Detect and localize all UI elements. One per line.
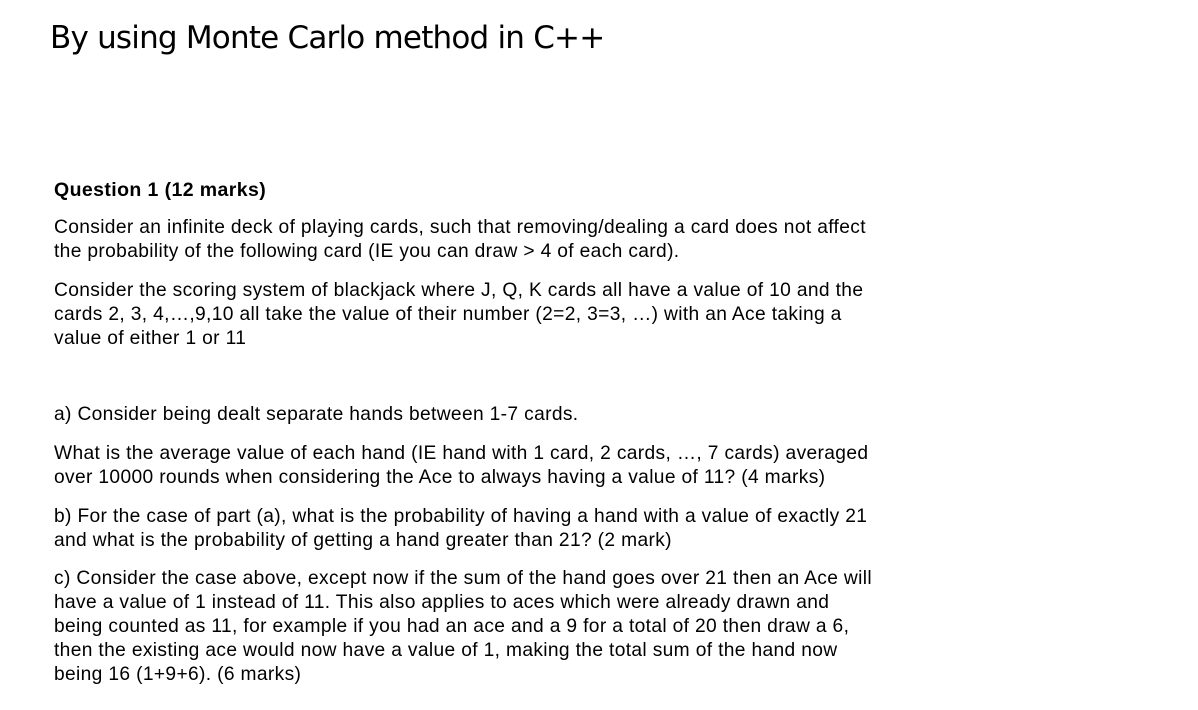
part-c-paragraph	[54, 567, 1179, 687]
part-a-paragraph	[54, 442, 1179, 490]
text-line: cards 2, 3, 4,…,9,10 all take the value of their number (2=2, 3=3, …) with an Ace taking a	[54, 304, 842, 325]
text-line: b) For the case of part (a), what is the probability of having a hand with a value of exactly 21	[54, 506, 868, 527]
text-line: Consider the scoring system of blackjack where J, Q, K cards all have a value of 10 and the	[54, 280, 864, 301]
scoring-paragraph	[54, 279, 1179, 351]
text-line: being 16 (1+9+6). (6 marks)	[54, 664, 302, 685]
question-title: Question 1 (12 marks)	[54, 179, 267, 201]
intro-paragraph	[54, 216, 1179, 264]
text-line: a) Consider being dealt separate hands between 1-7 cards.	[54, 404, 579, 425]
text-line: Consider an infinite deck of playing cards, such that removing/dealing a card does not affect	[54, 217, 866, 238]
text-line: and what is the probability of getting a hand greater than 21? (2 mark)	[54, 530, 672, 551]
text-line: What is the average value of each hand (IE hand with 1 card, 2 cards, …, 7 cards) averaged	[54, 443, 869, 464]
text-line: over 10000 rounds when considering the Ace to always having a value of 11? (4 marks)	[54, 467, 826, 488]
part-a-intro	[54, 403, 1179, 427]
text-line: value of either 1 or 11	[54, 328, 247, 349]
text-line: have a value of 1 instead of 11. This also applies to aces which were already drawn and	[54, 592, 830, 613]
text-line: then the existing ace would now have a value of 1, making the total sum of the hand now	[54, 640, 838, 661]
text-line: the probability of the following card (IE you can draw > 4 of each card).	[54, 241, 680, 262]
text-line: c) Consider the case above, except now if the sum of the hand goes over 21 then an Ace will	[54, 568, 872, 589]
text-line: being counted as 11, for example if you had an ace and a 9 for a total of 20 then draw a 6,	[54, 616, 850, 637]
page-heading: By using Monte Carlo method in C++	[50, 20, 605, 56]
part-b-paragraph	[54, 505, 1179, 553]
